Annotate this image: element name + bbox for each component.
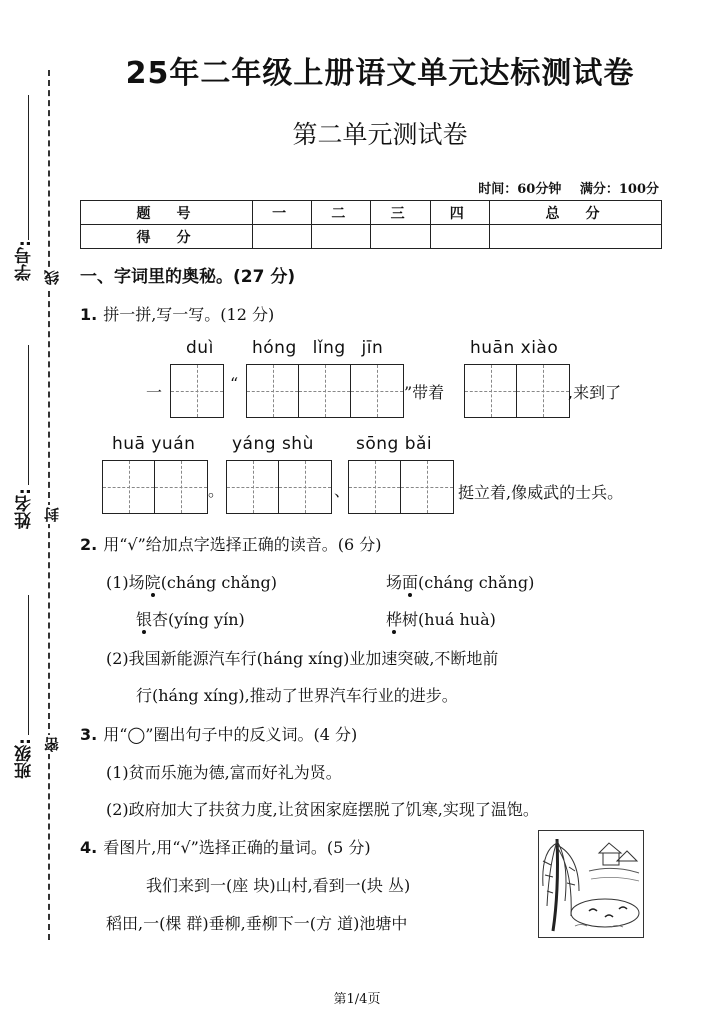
question-1-text: 拼一拼,写一写。(12 分)	[103, 305, 275, 324]
cut-mark-seal: 封	[43, 507, 61, 522]
q1-text-mid: ”带着	[404, 383, 445, 402]
willow-pond-drawing	[539, 831, 642, 936]
writing-grid-4[interactable]	[102, 460, 208, 514]
name-label: 姓名:	[15, 488, 35, 529]
pinyin-song-bai: sōng bǎi	[356, 434, 433, 454]
score-header-cell: 三	[371, 201, 430, 225]
q2-a2-options[interactable]: (cháng chǎng)	[418, 573, 535, 592]
time-limit: 时间：60分钟	[478, 182, 562, 197]
score-table-header-row	[81, 201, 662, 225]
cut-mark-line: 线	[43, 270, 61, 285]
exam-title: 25年二年级上册语文单元达标测试卷	[125, 56, 635, 91]
score-cell	[371, 225, 430, 249]
q2-a3-options[interactable]: 杏(yíng yín)	[152, 610, 245, 629]
score-cell	[430, 225, 489, 249]
class-fill-line	[28, 595, 29, 735]
score-cell	[489, 225, 661, 249]
score-cell	[253, 225, 312, 249]
score-header-cell: 一	[253, 201, 312, 225]
q4-passage-line2[interactable]: 稻田,一(棵 群)垂柳,垂柳下一(方 道)池塘中	[106, 914, 408, 933]
q1-sep-comma: 、	[334, 481, 351, 500]
score-header-cell: 二	[312, 201, 371, 225]
question-4-number: 4.	[80, 838, 98, 857]
class-label: 班级:	[15, 738, 35, 779]
question-3	[80, 722, 357, 745]
score-cell	[312, 225, 371, 249]
q2-item-b-line1[interactable]: (2)我国新能源汽车行(háng xíng)业加速突破,不断地前	[106, 649, 499, 668]
student-id-label: 学号:	[15, 240, 35, 281]
q1-quote-open: “	[230, 374, 239, 393]
student-id-fill-line	[28, 95, 29, 240]
binding-margin	[0, 0, 62, 1024]
pinyin-yang-shu: yáng shù	[232, 434, 314, 454]
score-header-cell: 总 分	[489, 201, 661, 225]
exam-meta	[464, 178, 659, 197]
q2-a3-dotted-char: 银	[136, 610, 153, 629]
q2-a1-dotted-char: 院	[144, 573, 161, 592]
pinyin-huan-xiao: huān xiào	[470, 338, 559, 358]
writing-grid-2[interactable]	[246, 364, 404, 418]
q2-a2-dotted-char: 面	[402, 573, 419, 592]
writing-grid-6[interactable]	[348, 460, 454, 514]
q2-item-a4	[386, 607, 496, 630]
q2-a1-options[interactable]: (cháng chǎng)	[160, 573, 277, 592]
question-3-number: 3.	[80, 725, 98, 744]
question-2	[80, 532, 382, 555]
score-row-label: 得 分	[81, 225, 253, 249]
q2-item-b-line2[interactable]: 行(háng xíng),推动了世界汽车行业的进步。	[136, 686, 458, 705]
q4-passage-line1[interactable]: 我们来到一(座 块)山村,看到一(块 丛)	[146, 876, 411, 895]
cut-mark-secret: 密	[43, 737, 61, 752]
score-header-cell: 题 号	[81, 201, 253, 225]
q2-item-a1	[106, 570, 277, 593]
q3-sentence-2[interactable]: (2)政府加大了扶贫力度,让贫困家庭摆脱了饥寒,实现了温饱。	[106, 800, 539, 819]
name-fill-line	[28, 345, 29, 485]
pinyin-hong-ling-jin: hóng lǐng jīn	[252, 338, 384, 358]
pinyin-dui: duì	[186, 338, 214, 358]
q2-a4-options[interactable]: 树(huá huà)	[402, 610, 496, 629]
q3-sentence-1[interactable]: (1)贫而乐施为德,富而好礼为贤。	[106, 763, 342, 782]
score-table-score-row	[81, 225, 662, 249]
score-table	[80, 200, 662, 249]
q1-text-pre: 一	[146, 383, 163, 402]
q1-text-end: 挺立着,像威武的士兵。	[458, 483, 624, 502]
q1-text-post: ,来到了	[568, 383, 622, 402]
q2-a1-prefix: (1)场	[106, 573, 145, 592]
exam-subtitle: 第二单元测试卷	[292, 120, 468, 149]
section-1-heading: 一、字词里的奥秘。(27 分)	[80, 267, 296, 287]
question-1	[80, 302, 274, 325]
question-2-text: 用“√”给加点字选择正确的读音。(6 分)	[103, 535, 382, 554]
writing-grid-3[interactable]	[464, 364, 570, 418]
q1-sep-period: 。	[208, 481, 225, 500]
pinyin-hua-yuan: huā yuán	[112, 434, 196, 454]
writing-grid-1[interactable]	[170, 364, 224, 418]
full-score: 满分：100分	[579, 182, 659, 197]
q2-a2-prefix: 场	[386, 573, 403, 592]
writing-grid-5[interactable]	[226, 460, 332, 514]
question-4-text: 看图片,用“√”选择正确的量词。(5 分)	[103, 838, 371, 857]
page-number: 第1/4页	[333, 992, 381, 1007]
question-4	[80, 835, 371, 858]
q2-item-a3	[136, 607, 245, 630]
q2-item-a2	[386, 570, 534, 593]
score-header-cell: 四	[430, 201, 489, 225]
question-2-number: 2.	[80, 535, 98, 554]
q2-a4-dotted-char: 桦	[386, 610, 403, 629]
village-willow-pond-illustration	[538, 830, 644, 938]
question-1-number: 1.	[80, 305, 98, 324]
question-3-text: 用“◯”圈出句子中的反义词。(4 分)	[103, 725, 358, 744]
